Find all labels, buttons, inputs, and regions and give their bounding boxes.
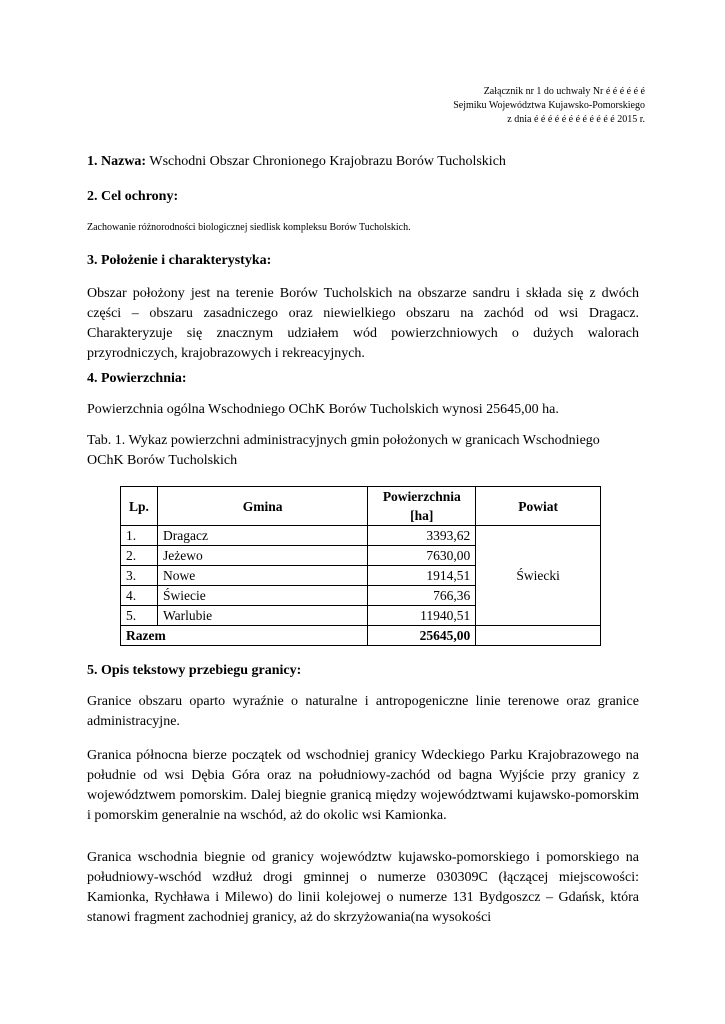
- header-line-1: Załącznik nr 1 do uchwały Nr é é é é é é: [483, 86, 645, 97]
- table-header-row: [121, 487, 601, 526]
- section-name-label: 1. Nazwa:: [87, 154, 147, 169]
- table-caption: Tab. 1. Wykaz powierzchni administracyjnych gmin położonych w granicach Wschodniego OChK Borów Tucholskich: [87, 433, 600, 468]
- attachment-header: [420, 85, 645, 127]
- table-row: 1. Dragacz 3393,62 Świecki: [121, 526, 601, 546]
- section-goal-text: Zachowanie różnorodności biologicznej siedlisk kompleksu Borów Tucholskich.: [87, 222, 411, 233]
- section-boundary-heading: 5. Opis tekstowy przebiegu granicy:: [87, 663, 302, 678]
- section-name: [87, 153, 639, 171]
- section-name-text: Wschodni Obszar Chronionego Krajobrazu Borów Tucholskich: [149, 154, 506, 169]
- header-gmina: Gmina: [157, 487, 367, 526]
- boundary-paragraph-1: Granice obszaru oparto wyraźnie o naturalne i antropogeniczne linie terenowe oraz granice administracyjne.: [87, 694, 639, 729]
- area-table: [120, 486, 601, 646]
- table-row: 4. Świecie 766,36: [121, 586, 601, 606]
- table-row: 5. Warlubie 11940,51: [121, 606, 601, 626]
- header-powiat: Powiat: [476, 487, 601, 526]
- boundary-paragraph-3: Granica wschodnia biegnie od granicy województw kujawsko-pomorskiego i pomorskiego na południowy-wschód wzdłuż drogi gminnej o numerze 030309C (łączącej miejscowości: Kamionka, Rychława i Milewo) do linii kolejowej o numerze 131 Bydgoszcz – Gdańsk, która stanowi fragment zachodniej granicy, aż do skrzyżowania(na wysokości: [87, 850, 639, 925]
- header-line-2: Sejmiku Województwa Kujawsko-Pomorskiego: [453, 100, 645, 111]
- powiat-cell: Świecki: [476, 526, 601, 626]
- header-area: Powierzchnia [ha]: [368, 487, 476, 526]
- table-total-row: Razem 25645,00: [121, 626, 601, 646]
- section-area-heading: 4. Powierzchnia:: [87, 371, 187, 386]
- section-area-text: Powierzchnia ogólna Wschodniego OChK Borów Tucholskich wynosi 25645,00 ha.: [87, 402, 559, 417]
- section-location-text: Obszar położony jest na terenie Borów Tucholskich na obszarze sandru i składa się z dwóch części – obszaru zasadniczego oraz niewielkiego obszaru na zachód od wsi Dragacz. Charakteryzuje się znacznym udziałem wód powierzchniowych o dużych walorach przyrodniczych, krajobrazowych i rekreacyjnych.: [87, 286, 639, 361]
- section-goal-heading: 2. Cel ochrony:: [87, 189, 179, 204]
- table-row: 3. Nowe 1914,51: [121, 566, 601, 586]
- header-line-3: z dnia é é é é é é é é é é é é 2015 r.: [507, 114, 645, 125]
- table-row: 2. Jeżewo 7630,00: [121, 546, 601, 566]
- header-lp: Lp.: [121, 487, 158, 526]
- boundary-paragraph-2: Granica północna bierze początek od wschodniej granicy Wdeckiego Parku Krajobrazowego na południe od wsi Dębia Góra oraz na południowy-zachód od bagna Wyjście przy granicy z województwem pomorskim. Dalej biegnie granicą między województwami kujawsko-pomorskim i pomorskim generalnie na wschód, aż do okolic wsi Kamionka.: [87, 748, 639, 823]
- section-location-heading: 3. Położenie i charakterystyka:: [87, 253, 272, 268]
